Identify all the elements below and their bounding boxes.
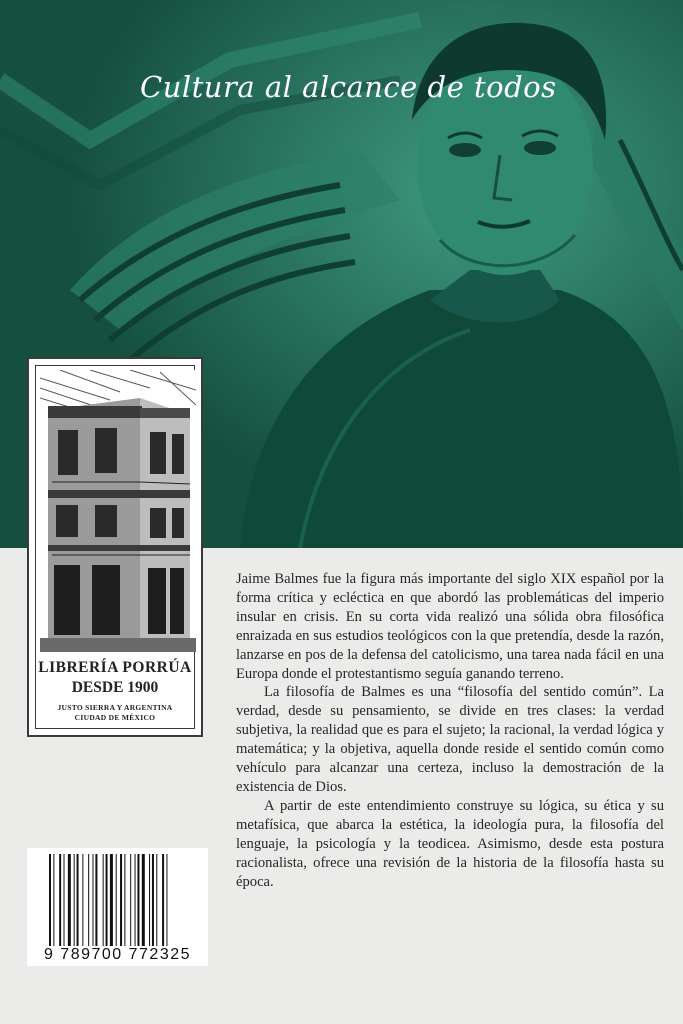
seal-frame [35, 365, 195, 729]
book-description [236, 570, 664, 891]
barcode-bar [106, 854, 108, 946]
description-paragraph: La filosofía de Balmes es una “filosofía del sentido común”. La verdad, desde su pensamiento, se divide en tres clases: la verdad subjetiva, la realidad que es para el sujeto; la racional, la verdad lógica y matemática; y la objetiva, aquella donde reside el sentido común como vehículo para alcanzar una certeza, incluso la demostración de la existencia de Dios. [236, 684, 664, 795]
barcode-bar [53, 854, 54, 946]
barcode-bar [95, 854, 97, 946]
barcode-bar [137, 854, 139, 946]
building-engraving [40, 370, 196, 652]
barcode-bar [135, 854, 136, 946]
barcode-bar [64, 854, 65, 946]
bookstore-name: LIBRERÍA PORRÚA [38, 659, 192, 676]
bookstore-since: DESDE 1900 [71, 679, 159, 696]
barcode-bar [162, 854, 164, 946]
barcode-bar [110, 854, 113, 946]
description-paragraph: Jaime Balmes fue la figura más importante del siglo XIX español por la forma crítica y ecléctica en que abordó las problemáticas del imperio insular en crisis. En su corta vida realizó una sólida obra filosófica enraizada en sus estudios teológicos con la que pretendía, desde la razón, lanzarse en pos de la defensa del catolicismo, una tarea nada fácil en una Europa donde el protestantismo seguía ganando terreno. [236, 571, 664, 682]
barcode-bar [124, 854, 125, 946]
barcode-bar [130, 854, 131, 946]
bookstore-address: JUSTO SIERRA Y ARGENTINA [57, 703, 173, 712]
description-paragraph: A partir de este entendimiento construye su lógica, su ética y su metafísica, que abarca la estética, la ideología pura, la filosofía del lenguaje, la psicología y la teodicea. Asimismo, desde esta postura racionalista, ofrece una revisión de la historia de la filosofía hasta su época. [236, 797, 664, 890]
barcode-bar [156, 854, 157, 946]
barcode-bar [59, 854, 61, 946]
barcode-bar [68, 854, 71, 946]
barcode-bar [116, 854, 117, 946]
barcode-bar [49, 854, 51, 946]
barcode-bar [120, 854, 122, 946]
barcode-bar [152, 854, 154, 946]
barcode-bar [82, 854, 83, 946]
barcode-bar [77, 854, 79, 946]
bookstore-seal [27, 357, 203, 737]
barcode-bar [103, 854, 104, 946]
barcode-label [27, 848, 208, 966]
slogan: Cultura al alcance de todos [140, 70, 557, 104]
barcode-bar [74, 854, 75, 946]
barcode-bar [149, 854, 150, 946]
barcode-bar [142, 854, 145, 946]
barcode [49, 854, 199, 946]
bookstore-city: CIUDAD DE MÉXICO [74, 713, 156, 722]
barcode-bar [166, 854, 167, 946]
barcode-bar [88, 854, 89, 946]
isbn-number: 9 789700 772325 [43, 946, 192, 963]
barcode-bar [93, 854, 94, 946]
